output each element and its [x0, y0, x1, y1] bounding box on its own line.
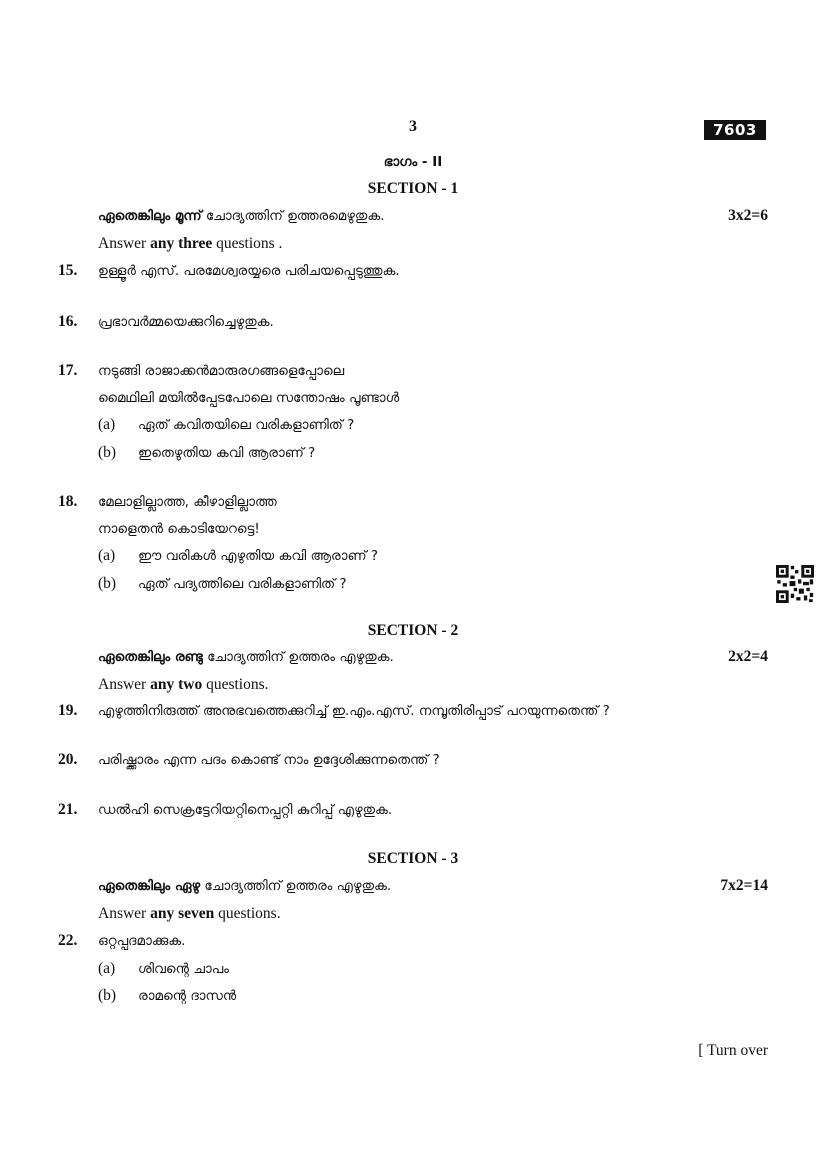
poem-line: നാളെതൻ കൊടിയേറട്ടെ! — [98, 521, 260, 537]
section-1-title: SECTION - 1 — [367, 180, 459, 197]
page-number: 3 — [409, 118, 417, 135]
section-2-title: SECTION - 2 — [367, 622, 459, 639]
option-label: (b) — [98, 444, 117, 461]
question-number: 21. — [58, 801, 78, 818]
part-title: ഭാഗം - II — [383, 154, 443, 170]
option-text: രാമന്റെ ദാസൻ — [138, 988, 237, 1004]
option-label: (a) — [98, 960, 116, 977]
question-text: ഒറ്റപ്പദമാക്കുക. — [98, 933, 186, 949]
question-number: 20. — [58, 751, 78, 768]
paper-code-badge: 7603 — [704, 120, 766, 140]
question-number: 16. — [58, 313, 78, 330]
question-number: 17. — [58, 362, 78, 379]
instruction-en-post: questions. — [202, 676, 269, 693]
instruction-ml-rest: ചോദ്യത്തിന് ഉത്തരമെഴുതുക. — [201, 208, 385, 224]
instruction-ml-bold: ഏതെങ്കിലും രണ്ടു — [98, 649, 203, 665]
instruction-en-pre: Answer — [98, 905, 151, 922]
section-1-instruction-en — [98, 235, 282, 253]
instruction-en-bold: any seven — [150, 905, 215, 922]
option-text: ഇതെഴുതിയ കവി ആരാണ് ? — [138, 445, 316, 461]
section-3-instruction-en — [98, 905, 281, 923]
poem-line: മേലാളില്ലാത്ത, കീഴാളില്ലാത്ത — [98, 494, 277, 510]
option-text: ഏത് പദ്യത്തിലെ വരികളാണിത് ? — [138, 576, 347, 592]
question-text: ഡൽഹി സെക്രട്ടേറിയറ്റിനെപ്പറ്റി കുറിപ്പ് എഴുതുക. — [98, 802, 393, 818]
option-label: (a) — [98, 416, 116, 433]
question-text: ഉള്ളൂർ എസ്. പരമേശ്വരയ്യരെ പരിചയപ്പെടുത്തുക. — [98, 263, 400, 279]
option-text: ഏത് കവിതയിലെ വരികളാണിത് ? — [138, 417, 355, 433]
instruction-en-pre: Answer — [98, 235, 151, 252]
question-text: എഴുത്തിനിരുത്ത് അനുഭവത്തെക്കുറിച്ച് ഇ.എം.എസ്. നമ്പൂതിരിപ്പാട് പറയുന്നതെന്ത് ? — [98, 703, 610, 719]
instruction-ml-bold: ഏതെങ്കിലും മൂന്ന് — [98, 208, 202, 224]
option-label: (b) — [98, 575, 117, 592]
section-3-marks: 7x2=14 — [720, 877, 768, 894]
instruction-en-bold: any three — [150, 235, 213, 252]
question-text: പരിഷ്ക്കാരം എന്ന പദം കൊണ്ട് നാം ഉദ്ദേശിക്കുന്നതെന്ത് ? — [98, 752, 440, 768]
section-2-instruction-en — [98, 676, 269, 694]
instruction-en-pre: Answer — [98, 676, 151, 693]
option-label: (b) — [98, 987, 117, 1004]
instruction-en-post: questions. — [214, 905, 281, 922]
option-text: ഈ വരികൾ എഴുതിയ കവി ആരാണ് ? — [138, 548, 379, 564]
section-1-instruction-ml — [98, 208, 385, 224]
option-text: ശിവന്റെ ചാപം — [138, 961, 229, 977]
section-3-title: SECTION - 3 — [367, 850, 459, 867]
instruction-en-bold: any two — [150, 676, 203, 693]
instruction-ml-bold: ഏതെങ്കിലും ഏഴു — [98, 878, 201, 894]
section-3-instruction-ml — [98, 878, 391, 894]
instruction-en-post: questions . — [212, 235, 283, 252]
section-2-marks: 2x2=4 — [728, 648, 768, 665]
question-number: 19. — [58, 702, 78, 719]
instruction-ml-rest: ചോദ്യത്തിന് ഉത്തരം എഴുതുക. — [200, 878, 392, 894]
option-label: (a) — [98, 547, 116, 564]
poem-line: മൈഥിലി മയിൽപ്പേടപോലെ സന്തോഷം പൂണ്ടാൾ — [98, 390, 400, 406]
question-number: 18. — [58, 493, 78, 510]
qr-code-icon — [776, 565, 814, 603]
section-1-marks: 3x2=6 — [728, 207, 768, 224]
poem-line: നടുങ്ങി രാജാക്കൻമാരുരഗങ്ങളെപ്പോലെ — [98, 363, 345, 379]
instruction-ml-rest: ചോദ്യത്തിന് ഉത്തരം എഴുതുക. — [202, 649, 394, 665]
question-number: 22. — [58, 932, 78, 949]
turn-over-note: [ Turn over — [698, 1042, 768, 1059]
question-number: 15. — [58, 262, 78, 279]
section-2-instruction-ml — [98, 649, 394, 665]
question-text: പ്രഭാവർമ്മയെക്കുറിച്ചെഴുതുക. — [98, 314, 274, 330]
